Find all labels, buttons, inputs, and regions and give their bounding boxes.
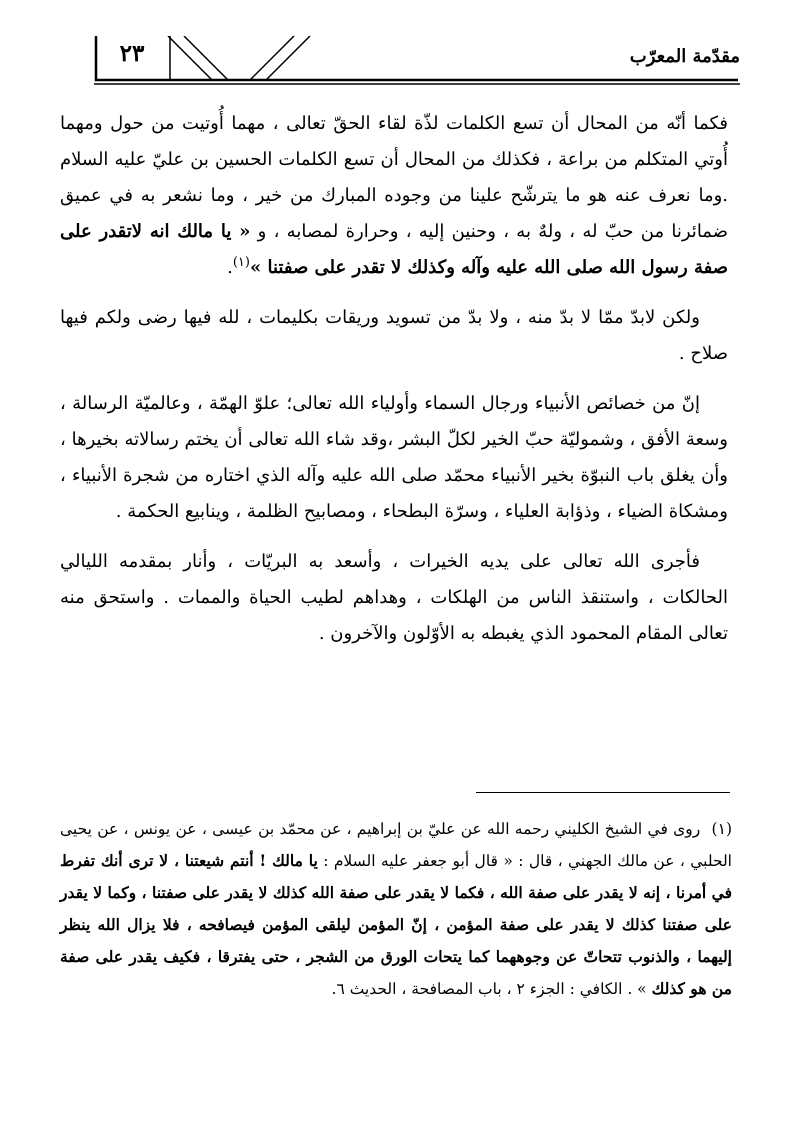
paragraph-1 — [60, 106, 728, 286]
paragraph-4: فأجرى الله تعالى على يديه الخيرات ، وأسعد به البريّات ، وأنار بمقدمه الليالي الحالكات ، واستنقذ الناس من الهلكات ، وهداهم لطيب الحياة والممات . واستحق منه تعالى المقام المحمود الذي يغبطه به الأوّلون والآخرون . — [60, 551, 728, 644]
footnote-text: روى في الشيخ الكليني رحمه الله عن عليّ بن إبراهيم ، عن محمّد بن عيسى ، عن يونس ، عن يحيى الحلبي ، عن مالك الجهني ، قال : « قال أبو جعفر عليه السلام : — [60, 820, 732, 870]
footnote-marker: (١) — [711, 820, 732, 838]
running-title: مقدّمة المعرّب — [629, 46, 740, 67]
footnote-divider — [476, 792, 730, 793]
footnote — [60, 814, 732, 1005]
footnote-reference: (١) — [232, 255, 250, 270]
paragraph-3: إنّ من خصائص الأنبياء ورجال السماء وأولياء الله تعالى؛ علوّ الهمّة ، وعالميّة الرسالة ، وسعة الأفق ، وشموليّة حبّ الخير لكلّ البشر ،وقد شاء الله تعالى أن يختم رسالاته بخيرها ، وأن يغلق باب النبوّة بخير الأنبياء محمّد صلى الله عليه وآله الذي اختاره من شجرة الأنبياء ، ومشكاة الضياء ، وذؤابة العلياء ، وسرّة البطحاء ، ومصابيح الظلمة ، وينابيع الحكمة . — [60, 393, 728, 522]
page-number: ٢٣ — [119, 40, 145, 67]
main-text — [60, 106, 728, 666]
footnote-source: » . الكافي : الجزء ٢ ، باب المصافحة ، الحديث ٦. — [331, 980, 647, 998]
paragraph-1-quote: « يا مالك انه لاتقدر على صفة رسول الله صلى الله عليه وآله وكذلك لا تقدر على صفتنا » — [60, 221, 728, 278]
paragraph-1-text: فكما أنّه من المحال أن تسع الكلمات لذّة لقاء الحقّ تعالى ، مهما أُوتيت من حول ومهما أُوتي المتكلم من براعة ، فكذلك من المحال أن تسع الكلمات الحسين بن عليّ عليه السلام .وما نعرف عنه هو ما يترشّح علينا من وجوده المبارك من خير ، وما نشعر به في عميق ضمائرنا من حبّ له ، ولهٌ به ، وحنين إليه ، وحرارة لمصابه ، و — [60, 113, 728, 242]
page-header — [94, 36, 740, 100]
footnote-hadith: يا مالك ! أنتم شيعتنا ، لا ترى أنك تفرط في أمرنا ، إنه لا يقدر على صفة الله ، فكما لا يقدر على صفة الله كذلك لا يقدر على صفتنا ، وكما لا يقدر على صفتنا كذلك لا يقدر على صفة المؤمن ، إنّ المؤمن ليلقى المؤمن فيصافحه ، فلا يزال الله ينظر إليهما ، والذنوب تتحاتّ عن وجوههما كما يتحات الورق من الشجر ، حتى يفترقا ، فكيف يقدر على صفة من هو كذلك — [60, 851, 732, 998]
paragraph-1-end: . — [227, 257, 233, 278]
paragraph-2: ولكن لابدّ ممّا لا بدّ منه ، ولا بدّ من تسويد وريقات بكليمات ، لله فيها رضى ولكم فيها صلاح . — [60, 307, 728, 364]
